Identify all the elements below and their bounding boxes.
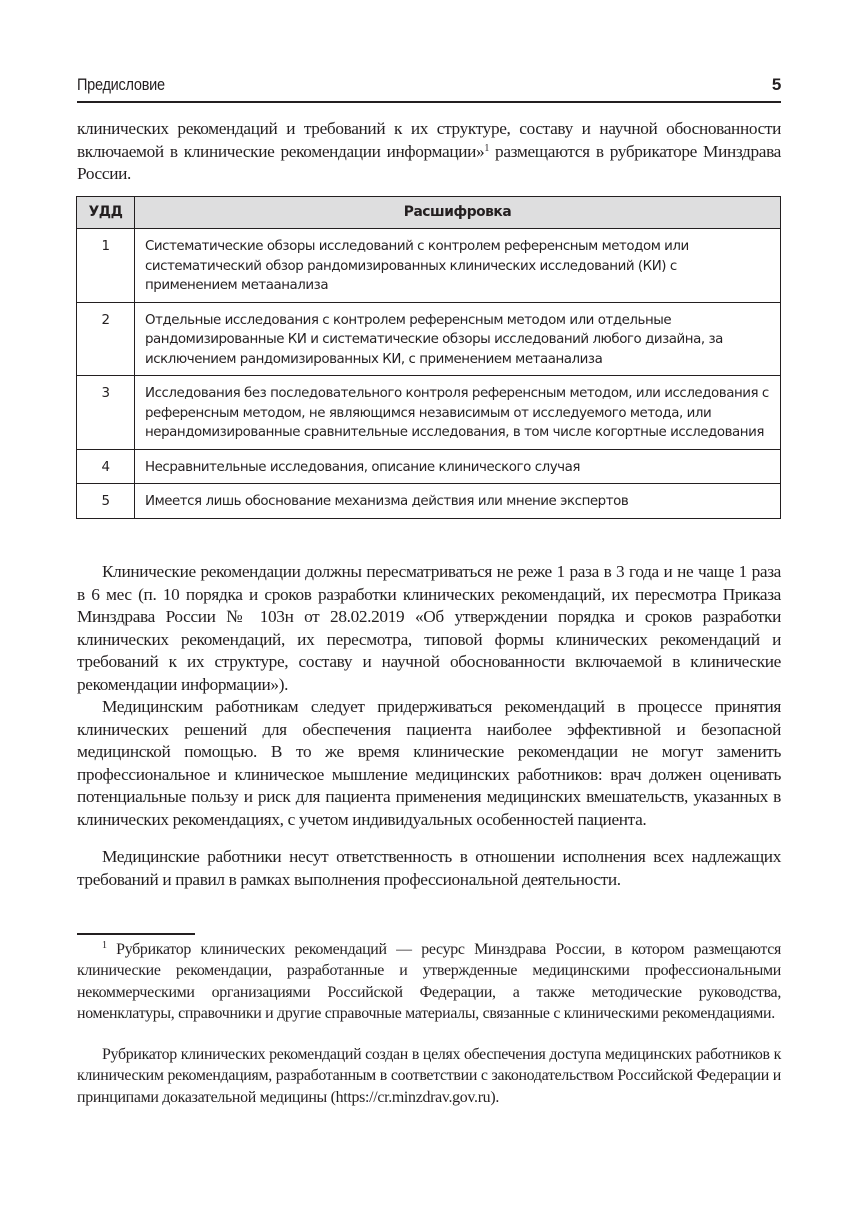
- table-row: [77, 229, 781, 303]
- footnote-divider: [77, 933, 195, 935]
- row-level: 2: [77, 302, 135, 376]
- row-description: Имеется лишь обоснование механизма действия или мнение экспертов: [135, 484, 781, 519]
- row-level: 1: [77, 229, 135, 303]
- chapter-title: Предисловие: [77, 76, 165, 94]
- paragraph-text: Клинические рекомендации должны пересматриваться не реже 1 раза в 3 года и не чаще 1 раза в 6 мес (п. 10 порядка и сроков разработки клинических рекомендаций, их пересмотра Приказа Минздрава России № 103н от 28.02.2019 «Об утверждении порядка и сроков разработки клинических рекомендаций, их пересмотра, типовой формы клинических рекомендаций и требований к их структуре, составу и научной обоснованности включаемой в клинические рекомендации информации»).: [77, 562, 781, 694]
- footnote-text: [77, 939, 781, 1024]
- table-header-row: [77, 197, 781, 229]
- row-level: 4: [77, 449, 135, 484]
- intro-text-after: размещаются в рубрикаторе Минздрава России.: [77, 141, 781, 183]
- table-row: [77, 449, 781, 484]
- running-head: [77, 73, 781, 103]
- row-description: Отдельные исследования с контролем референсным методом или отдельные рандомизированные КИ и систематические обзоры исследований любого дизайна, за исключением рандомизированных КИ, с применением метаанализа: [135, 302, 781, 376]
- evidence-levels-table: [76, 196, 781, 519]
- paragraph-text: Медицинские работники несут ответственность в отношении исполнения всех надлежащих требований и правил в рамках выполнения профессиональной деятельности.: [77, 847, 781, 889]
- intro-paragraph: [77, 118, 781, 186]
- header-level: УДД: [77, 197, 135, 229]
- footnote-paragraph-1: Рубрикатор клинических рекомендаций — ресурс Минздрава России, в котором размещаются клинические рекомендации, разработанные и утвержденные медицинскими профессиональными некоммерческими организациями Российской Федерации, а также методические руководства, номенклатуры, справочники и другие справочные материалы, связанные с клиническими рекомендациями.: [77, 941, 781, 1022]
- table-row: [77, 376, 781, 450]
- intro-text: [77, 118, 781, 186]
- footnote-marker: 1: [102, 940, 107, 951]
- footnote-reference[interactable]: 1: [484, 142, 489, 154]
- paragraph-responsibility: [77, 846, 781, 891]
- row-level: 3: [77, 376, 135, 450]
- footnote-paragraph-2: Рубрикатор клинических рекомендаций создан в целях обеспечения доступа медицинских работников к клиническим рекомендациям, разработанным в соответствии с законодательством Российской Федерации и принципами доказательной медицины (https://cr.minzdrav.gov.ru).: [77, 1046, 781, 1106]
- page-number: 5: [771, 75, 781, 94]
- row-level: 5: [77, 484, 135, 519]
- footnote-1: [77, 939, 781, 1024]
- paragraph-adherence: [77, 696, 781, 831]
- intro-text-before: клинических рекомендаций и требований к их структуре, составу и научной обоснованности включаемой в клинические рекомендации информации»: [77, 119, 781, 161]
- paragraph-revision-period: [77, 561, 781, 696]
- table-row: [77, 484, 781, 519]
- row-description: Исследования без последовательного контроля референсным методом, или исследования с референсным методом, не являющимся независимым от исследуемого метода, или нерандомизированные сравнительные исследования, в том числе когортные исследования: [135, 376, 781, 450]
- footnote-1-continued: [77, 1044, 781, 1108]
- row-description: Систематические обзоры исследований с контролем референсным методом или систематический обзор рандомизированных клинических исследований (КИ) с применением метаанализа: [135, 229, 781, 303]
- paragraph-text: Медицинским работникам следует придерживаться рекомендаций в процессе принятия клинических решений для обеспечения пациента наиболее эффективной и безопасной медицинской помощью. В то же время клинические рекомендации не могут заменить профессиональное и клиническое мышление медицинских работников: врач должен оценивать потенциальные пользу и риск для пациента применения медицинских вмешательств, указанных в клинических рекомендациях, с учетом индивидуальных особенностей пациента.: [77, 697, 781, 829]
- header-description: Расшифровка: [135, 197, 781, 229]
- table-row: [77, 302, 781, 376]
- row-description: Несравнительные исследования, описание клинического случая: [135, 449, 781, 484]
